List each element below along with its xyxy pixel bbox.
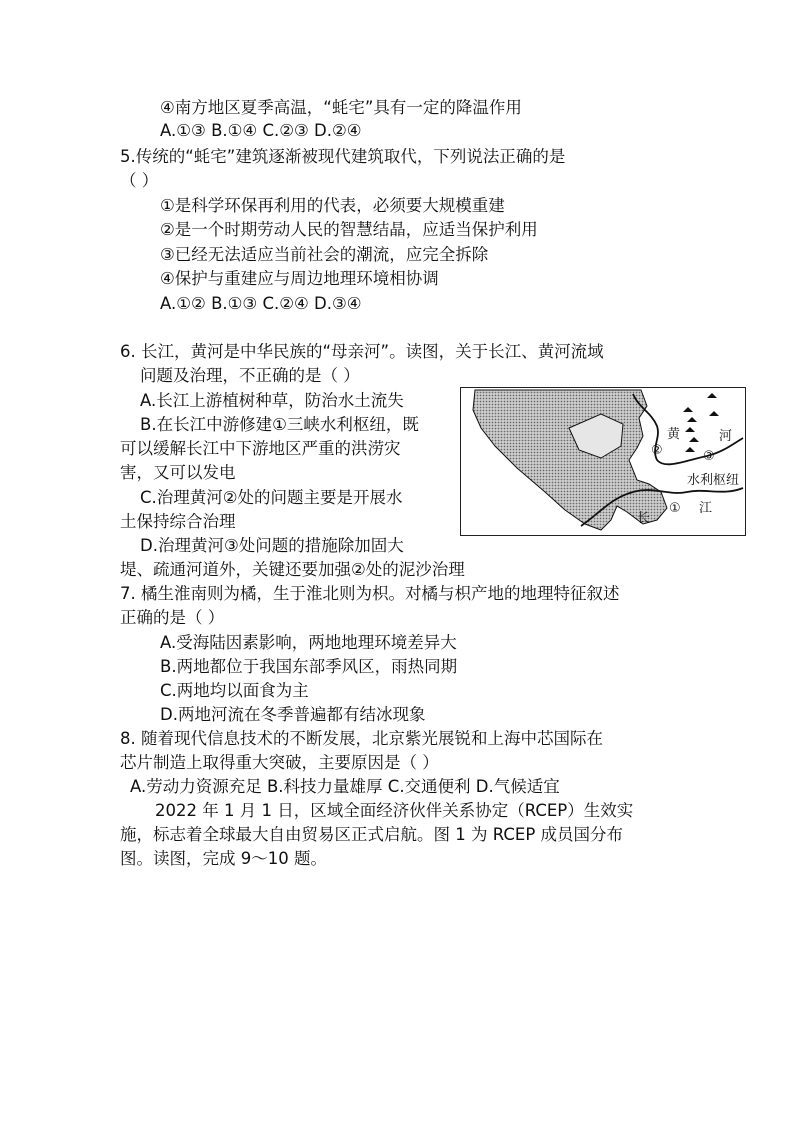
label-chang: 长 — [637, 511, 651, 526]
q7-option-a[interactable]: A.受海陆因素影响，两地地理环境差异大 — [160, 633, 457, 652]
q6-option-c[interactable]: C.治理黄河②处的问题主要是开展水 — [140, 488, 403, 507]
question-5-blank: （ ） — [120, 171, 159, 190]
label-dam: 水利枢纽 — [687, 473, 740, 488]
q6-option-d[interactable]: D.治理黄河③处问题的措施除加固大 — [140, 536, 404, 555]
river-basin-map — [460, 387, 746, 536]
question-8-stem-cont: 芯片制造上取得重大突破，主要原因是（ ） — [120, 753, 439, 772]
q7-option-c[interactable]: C.两地均以面食为主 — [160, 681, 309, 700]
q6-option-b[interactable]: B.在长江中游修建①三峡水利枢纽，既 — [140, 415, 419, 434]
rcep-intro: 2022 年 1 月 1 日，区域全面经济伙伴关系协定（RCEP）生效实 — [155, 801, 634, 820]
q7-option-b[interactable]: B.两地都位于我国东部季风区，雨热同期 — [160, 657, 458, 676]
answer-choices-q5[interactable]: A.①② B.①③ C.②④ D.③④ — [160, 294, 362, 313]
question-7-stem-cont: 正确的是（ ） — [120, 608, 225, 627]
q7-option-d[interactable]: D.两地河流在冬季普遍都有结冰现象 — [160, 705, 426, 724]
label-jiang: 江 — [699, 501, 713, 516]
rcep-intro-cont1: 施，标志着全球最大自由贸易区正式启航。图 1 为 RCEP 成员国分布 — [120, 825, 624, 844]
question-6-stem-cont: 问题及治理，不正确的是（ ） — [140, 366, 360, 385]
option-statement-4: ④南方地区夏季高温，“蚝宅”具有一定的降温作用 — [160, 98, 522, 117]
question-8-stem: 8. 随着现代信息技术的不断发展，北京紫光展锐和上海中芯国际在 — [120, 729, 603, 748]
label-he: 河 — [719, 429, 733, 444]
answer-choices-q4[interactable]: A.①③ B.①④ C.②③ D.②④ — [160, 121, 362, 140]
q6-option-b-cont2: 害，又可以发电 — [120, 463, 236, 482]
marker-2: ② — [651, 443, 663, 458]
question-5-stem: 5.传统的“蚝宅”建筑逐渐被现代建筑取代，下列说法正确的是 — [120, 147, 566, 166]
q6-option-d-cont: 堤、疏通河道外，关键还要加强②处的泥沙治理 — [120, 560, 465, 579]
q6-option-c-cont: 土保持综合治理 — [120, 512, 236, 531]
q5-statement-3: ③已经无法适应当前社会的潮流，应完全拆除 — [160, 245, 489, 264]
q5-statement-4: ④保护与重建应与周边地理环境相协调 — [160, 269, 439, 288]
question-7-stem: 7. 橘生淮南则为橘，生于淮北则为枳。对橘与枳产地的地理特征叙述 — [120, 584, 620, 603]
label-huang: 黄 — [667, 427, 681, 442]
marker-1: ① — [669, 501, 681, 516]
question-6-stem: 6. 长江，黄河是中华民族的“母亲河”。读图，关于长江、黄河流域 — [120, 342, 604, 361]
q6-option-a[interactable]: A.长江上游植树种草，防治水土流失 — [140, 391, 404, 410]
terrace-marks — [683, 393, 719, 452]
q5-statement-1: ①是科学环保再利用的代表，必须要大规模重建 — [160, 196, 505, 215]
answer-choices-q8[interactable]: A.劳动力资源充足 B.科技力量雄厚 C.交通便利 D.气候适宜 — [130, 777, 560, 796]
plateau-region — [473, 390, 667, 530]
q6-option-b-cont1: 可以缓解长江中下游地区严重的洪涝灾 — [120, 439, 401, 458]
marker-3: ③ — [703, 449, 715, 464]
map-svg — [461, 388, 745, 535]
rcep-intro-cont2: 图。读图，完成 9～10 题。 — [120, 849, 327, 868]
q5-statement-2: ②是一个时期劳动人民的智慧结晶，应适当保护利用 — [160, 220, 538, 239]
